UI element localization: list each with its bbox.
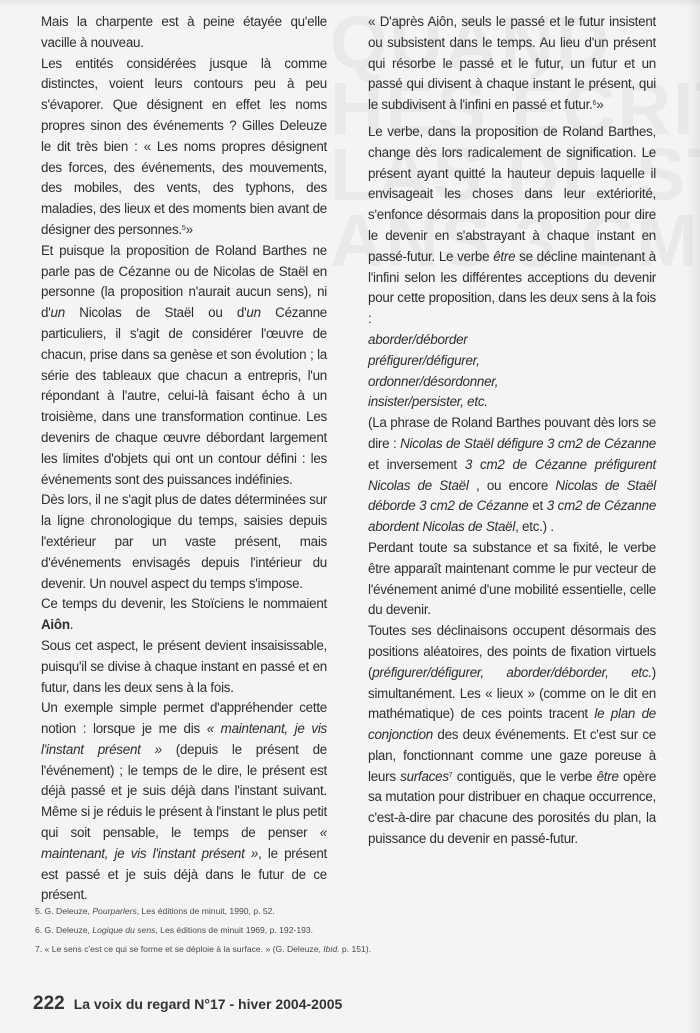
verb-pair: aborder/déborder xyxy=(368,331,468,347)
footnote: 6. G. Deleuze, Logique du sens, Les éditions de minuit 1969, p. 192-193. xyxy=(35,925,314,935)
paragraph: Dès lors, il ne s'agit plus de dates déterminées sur la ligne chronologique du temps, saisies depuis l'extérieur par un vaste présent, mais d'événements envisagés depuis l'intérieur du devenir. Un nouvel aspect du temps s'impose. xyxy=(41,492,327,591)
paragraph: (La phrase de Roland Barthes pouvant dès lors se dire : Nicolas de Staël défigure 3 cm2 de Cézanne et inversement 3 cm2 de Cézanne préfigurent Nicolas de Staël , ou encore Nicolas de Staël déborde 3 cm2 de Cézanne et 3 cm2 de Cézanne abordent Nicolas de Staël, etc.) . xyxy=(368,415,657,535)
footnote-ref[interactable]: 6 xyxy=(592,100,597,108)
running-title: La voix du regard N°17 - hiver 2004-2005 xyxy=(73,996,343,1012)
verb-pair: insister/persister, etc. xyxy=(368,394,488,410)
footnote-ref[interactable]: 5 xyxy=(181,224,186,232)
paragraph: Le verbe, dans la proposition de Roland Barthes, change dès lors radicalement de signification. Le présent ayant quitté la hauteur depuis laquelle il envisageait les choses dans leur extériorité, s'enfonce désormais dans la proposition pour dire le devenir en s'abstrayant à chaque instant en passé-futur. Le verbe être se décline maintenant à l'infini selon les différentes acceptions du devenir pour cette proposition, dans les deux sens à la fois : xyxy=(368,123,656,327)
verb-pair: préfigurer/défigurer, xyxy=(368,352,480,368)
aion-term: Aiôn xyxy=(41,617,70,633)
footnotes xyxy=(35,902,495,959)
footnote: 5. G. Deleuze, Pourparlers, Les éditions de minuit, 1990, p. 52. xyxy=(35,906,275,916)
paragraph: Perdant toute sa substance et sa fixité, le verbe être apparaît maintenant comme le pur vecteur de l'événement animé d'une mobilité essentielle, celle du devenir. xyxy=(368,539,656,618)
verb-pair: ordonner/désordonner, xyxy=(368,373,499,389)
paragraph: Les entités considérées jusque là comme distinctes, voient leurs contours peu à peu s'évaporer. Que désignent en effet les noms propres sinon des événements ? Gilles Deleuze le dit très bien : « Les noms propres désignent des forces, des événements, des mouvements, des mobiles, des vents, des typhons, des maladies, des lieux et des moments bien avant de désigner des personnes.$^5$» xyxy=(41,55,327,237)
paragraph: Et puisque la proposition de Roland Barthes ne parle pas de Cézanne ou de Nicolas de Staël en personne (la proposition n'aurait aucun sens), ni d'un Nicolas de Staël ou d'un Cézanne particuliers, il s'agit de considérer l'œuvre de chacun, prise dans sa genèse et son évolution ; la série des tableaux que chacun a entrepris, l'un répondant à l'autre, celui-là faisant écho à un troisième, dans une transformation continue. Les devenirs de chaque œuvre débordant largement les limites d'objets qui ont un contour défini : les événements sont des puissances indéfinies. xyxy=(41,242,327,487)
page-number: 222 xyxy=(33,993,65,1014)
paragraph: Toutes ses déclinaisons occupent désormais des positions aléatoires, des points de fixation virtuels (préfigurer/défigurer, aborder/déborder, etc.) simultanément. Les « lieux » (comme on le dit en mathématique) de ces points tracent le plan de conjonction des deux événements. Et c'est sur ce plan, fonctionnant comme une gaze poreuse à leurs surfaces$^7$ contiguës, que le verbe être opère sa mutation pour distribuer en chaque occurrence, c'est-à-dire par chacune des porosités du plan, la puissance du devenir en passé-futur. xyxy=(368,623,657,847)
left-column xyxy=(41,12,327,906)
footnote-ref[interactable]: 7 xyxy=(448,771,453,779)
page-top-shadow xyxy=(0,0,700,8)
page-footer xyxy=(33,993,342,1015)
footnote: 7. « Le sens c'est ce qui se forme et se déploie à la surface. » (G. Deleuze, Ibid. p. 151). xyxy=(35,944,372,954)
right-column xyxy=(368,12,656,850)
paragraph: Un exemple simple permet d'appréhender cette notion : lorsque je me dis « maintenant, je vis l'instant présent » (depuis le présent de l'événement) ; le temps de le dire, le présent est déjà passé et je suis déjà dans l'instant suivant. Même si je réduis le présent à l'instant le plus petit qui soit pensable, le temps de penser « maintenant, je vis l'instant présent », le présent est passé et je suis déjà dans le futur de ce présent. xyxy=(41,700,328,903)
paragraph: Sous cet aspect, le présent devient insaisissable, puisqu'il se divise à chaque instant en passé et en futur, dans les deux sens à la fois. xyxy=(41,637,327,695)
paragraph: Ce temps du devenir, les Stoïciens le nommaient Aiôn. xyxy=(41,596,327,633)
paragraph: Mais la charpente est à peine étayée qu'elle vacille à nouveau. xyxy=(41,14,327,50)
quote-paragraph: « D'après Aiôn, seuls le passé et le futur insistent ou subsistent dans le temps. Au lieu d'un présent qui résorbe le passé et le futur, un futur et un passé qui divisent à chaque instant le présent, qui le subdivisent à l'infini en passé et futur.$^6$» xyxy=(368,14,656,113)
page-edge-shadow xyxy=(686,0,700,1033)
